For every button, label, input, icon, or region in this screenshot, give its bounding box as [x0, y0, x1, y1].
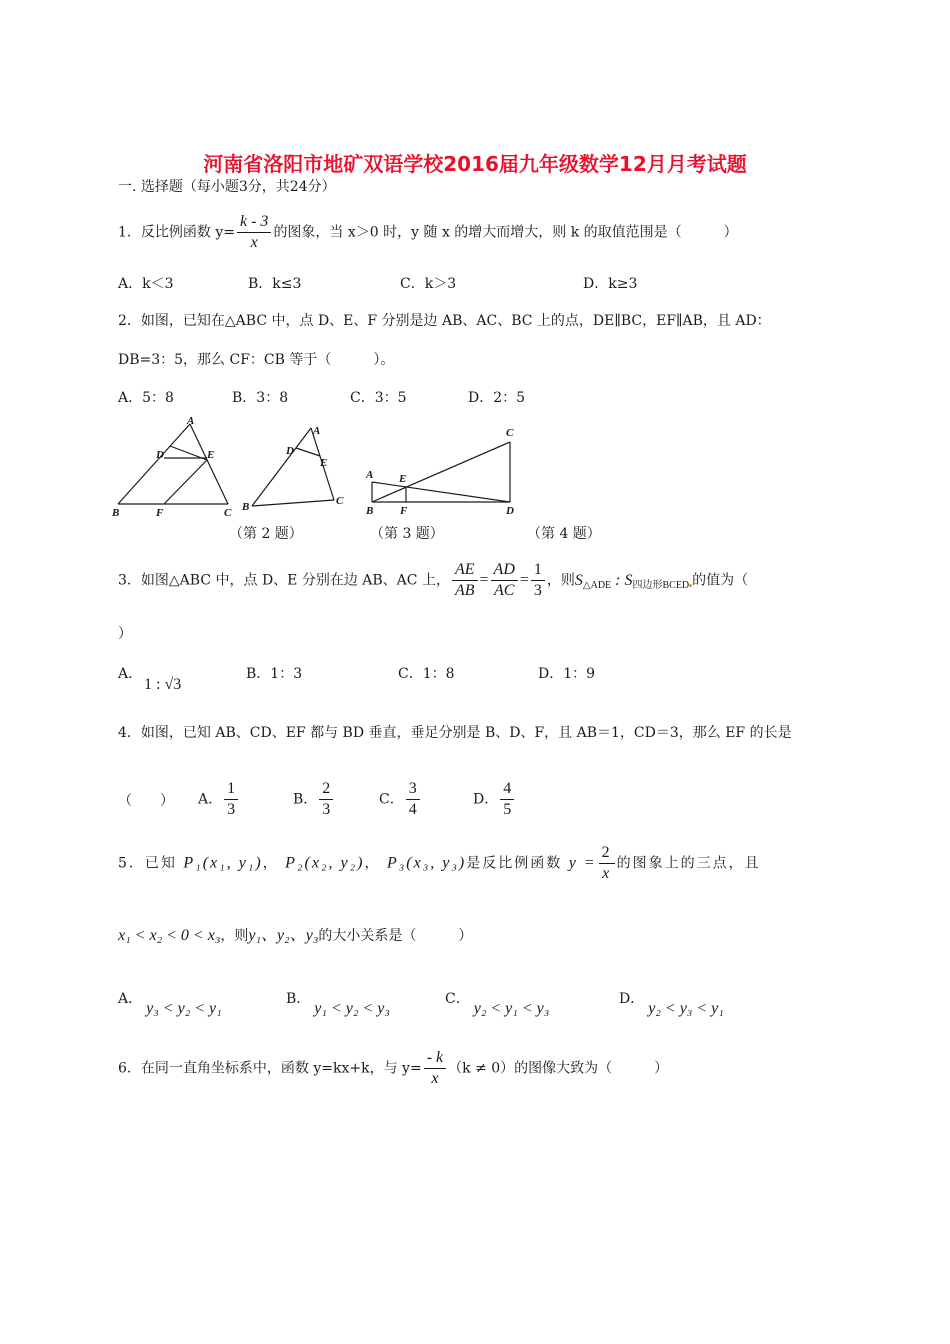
q2-option-a: A．5：8 [118, 390, 174, 406]
q3-frac-ae-ab: $\frac{AE}{AB}$ [452, 560, 478, 601]
q6-prefix: 6．在同一直角坐标系中，函数 y=kx+k，与 y= [118, 1060, 422, 1077]
q6-fraction: $\frac{- k}{x}$ [424, 1048, 446, 1089]
q4-option-b: B． $\frac{2}{3}$ [293, 779, 335, 820]
q3-frac-one-third: $\frac{1}{3}$ [531, 560, 545, 601]
q3-option-c: C．1：8 [398, 666, 455, 682]
q1-frac-num: k - 3 [237, 212, 271, 233]
q5-option-a: A．y₃ < y₂ < y₁ [118, 991, 222, 1017]
q4-line-1: 4．如图，已知 AB、CD、EF 都与 BD 垂直，垂足分别是 B、D、F，且 AB＝1，CD＝3，那么 EF 的长是 [118, 725, 792, 741]
q5-p1: P₁(x₁, y₁) [183, 854, 263, 872]
section-heading: 一. 选择题（每小题3分，共24分） [118, 179, 336, 195]
fig2-label-d: D [156, 449, 164, 461]
q4-option-c: C． $\frac{3}{4}$ [379, 779, 422, 820]
q4-paren: （ ） [118, 793, 174, 809]
q5-func-frac: $\frac{2}{x}$ [599, 843, 615, 884]
q6-suffix: （k ≠ 0）的图像大致为（ ） [448, 1060, 669, 1077]
figure-q2 [108, 412, 248, 522]
q3-option-a-math: 1 : √3 [144, 676, 182, 693]
q5-p3: P₃(x₃, y₃) [386, 854, 467, 872]
q3-prefix: 3．如图△ABC 中，点 D、E 分别在边 AB、AC 上， [118, 572, 450, 589]
fig3-label-b: B [242, 501, 250, 513]
q1-fraction [237, 212, 271, 253]
q3-frac-ad-ac: $\frac{AD}{AC}$ [491, 560, 518, 601]
fig3-label-d: D [286, 445, 294, 457]
q5-option-c: C．y₂ < y₁ < y₃ [445, 991, 550, 1017]
fig4-label-b: B [366, 505, 374, 517]
q3-option-d: D．1：9 [538, 666, 596, 682]
q2-option-d: D．2：5 [468, 390, 526, 406]
q3-option-a: A． [118, 666, 143, 682]
fig2-label-f: F [156, 507, 164, 519]
q3-mid: ，则 [546, 572, 575, 589]
q1-prefix: 1．反比例函数 y= [118, 224, 235, 241]
q5-option-d: D．y₂ < y₃ < y₁ [619, 991, 724, 1017]
q5-then: ，则 [220, 928, 249, 944]
q3-line-2: ） [118, 626, 132, 642]
fig2-label-b: B [112, 507, 120, 519]
q1-option-b: B．k≤3 [248, 276, 302, 292]
q5-line-2 [118, 927, 472, 945]
q3-suffix: 的值为（ [692, 572, 749, 589]
fig4-label-a: A [366, 469, 374, 481]
q5-ys: y₁、y₂、y₃ [248, 927, 319, 944]
figure-q4 [360, 420, 530, 518]
caption-q3: （第 3 题） [370, 526, 444, 542]
q4-option-a: A． $\frac{1}{3}$ [198, 779, 240, 820]
q1-suffix: 的图象，当 x＞0 时，y 随 x 的增大而增大，则 k 的取值范围是（ ） [273, 224, 738, 241]
q5-mid: 是反比例函数 [466, 855, 563, 872]
caption-q2: （第 2 题） [229, 526, 303, 542]
fig2-label-e: E [207, 449, 215, 461]
q1-frac-den: x [250, 234, 258, 251]
fig3-label-a: A [313, 425, 321, 437]
question-5: 5．已知 P₁(x₁, y₁)， P₂(x₂, y₂)， P₃(x₃, y₃)是反比例函数 y = $\frac{2}{x}$ 的图象上的三点，且 [118, 844, 761, 882]
fig4-label-d: D [506, 505, 514, 517]
page-title: 河南省洛阳市地矿双语学校2016届九年级数学12月月考试题 [203, 152, 747, 176]
question-1 [118, 212, 738, 253]
q1-option-a: A．k＜3 [118, 276, 174, 292]
figure-q3 [238, 418, 358, 514]
q5-condition: x₁ < x₂ < 0 < x₃ [118, 927, 221, 944]
fig2-label-a: A [187, 415, 195, 427]
q1-option-d: D．k≥3 [583, 276, 638, 292]
question-3: 3．如图△ABC 中，点 D、E 分别在边 AB、AC 上， $\frac{AE}{AB}$ = $\frac{AD}{AC}$ = $\frac{1}{3}$ ，则$S_{\triangle ADE}$ : $S_{四边形BCED}$ 的值为（ [118, 561, 749, 599]
fig3-label-e: E [320, 457, 328, 469]
q5-p2: P₂(x₂, y₂) [285, 854, 365, 872]
fig4-label-c: C [506, 427, 514, 439]
q5-prefix: 5．已知 [118, 855, 177, 872]
q2-line-1: 2．如图，已知在△ABC 中，点 D、E、F 分别是边 AB、AC、BC 上的点，DE∥BC，EF∥AB，且 AD： [118, 313, 771, 329]
fig4-label-e: E [399, 473, 407, 485]
q5-ask: 的大小关系是（ ） [318, 928, 473, 944]
q5-option-b: B．y₁ < y₂ < y₃ [286, 991, 390, 1017]
fig2-label-c: C [224, 507, 232, 519]
q5-func-y: y = [568, 854, 597, 872]
q2-option-b: B．3：8 [232, 390, 289, 406]
fig3-label-c: C [336, 495, 344, 507]
q3-ratio: $S_{\triangle ADE}$ : $S_{四边形BCED}$ [574, 571, 690, 591]
q2-line-2: DB=3：5，那么 CF：CB 等于（ ）。 [118, 352, 395, 368]
q4-option-d: D． $\frac{4}{5}$ [473, 779, 516, 820]
question-6 [118, 1048, 668, 1089]
fig4-label-f: F [400, 505, 408, 517]
caption-q4: （第 4 题） [527, 526, 601, 542]
q3-option-b: B．1：3 [246, 666, 303, 682]
q1-option-c: C．k＞3 [400, 276, 457, 292]
q2-option-c: C．3：5 [350, 390, 407, 406]
q5-suffix: 的图象上的三点，且 [616, 855, 761, 872]
